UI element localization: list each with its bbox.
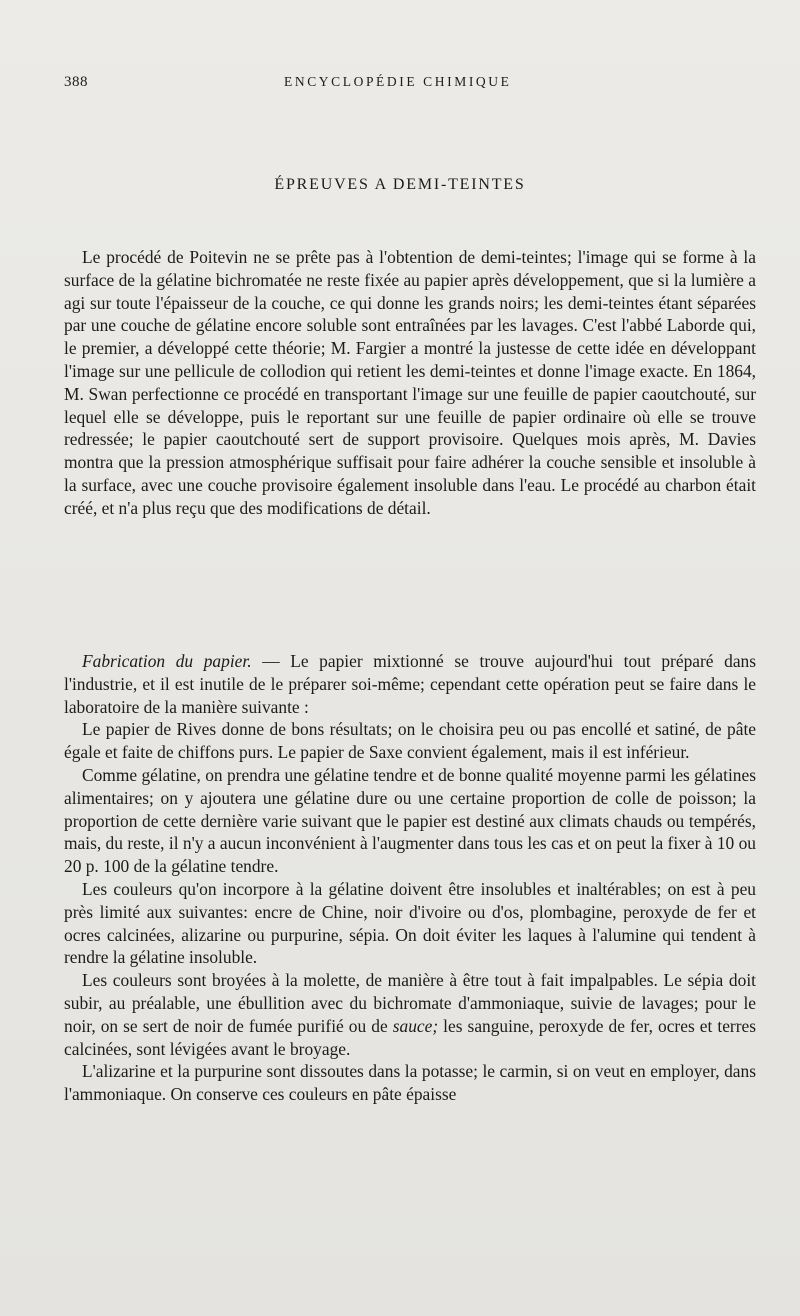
fabrication-lead-text: — Le papier mixtionné se trouve aujourd'hui tout préparé dans l'industrie, et il est inutile de le préparer soi-même; cependant cette opération peut se faire dans le laboratoire de la manière suivante : [64, 651, 756, 717]
paragraph-5-text-start: Les couleurs sont broyées à la molette, de manière à être tout à fait impalpables. Le sépia doit subir, au préalable, une ébullition avec du bichromate d'ammoniaque, suivie de lavages; pour le noir, on se sert de noir de fumée purifié ou de [64, 970, 756, 1036]
running-title: ENCYCLOPÉDIE CHIMIQUE [284, 74, 512, 89]
fabrication-paragraph-4: Les couleurs qu'on incorpore à la gélatine doivent être insolubles et inaltérables; on est à peu près limité aux suivantes: encre de Chine, noir d'ivoire ou d'os, plombagine, peroxyde de fer et ocres calcinées, alizarine ou purpurine, sépia. On doit éviter les laques à l'alumine qui tendent à rendre la gélatine insoluble. [64, 878, 756, 968]
fabrication-paragraph-2: Le papier de Rives donne de bons résultats; on le choisira peu ou pas encollé et satiné, de pâte égale et faite de chiffons purs. Le papier de Saxe convient également, mais il est inférieur. [64, 719, 756, 763]
fabrication-paragraph-3: Comme gélatine, on prendra une gélatine tendre et de bonne qualité moyenne parmi les gélatines alimentaires; on y ajoutera une gélatine dure ou une certaine proportion de colle de poisson; la proportion de cette dernière varie suivant que le papier est destiné aux climats chauds ou tempérés, mais, du reste, il n'y a aucun inconvénient à l'augmenter dans tous les cas et on peut la fixer à 10 ou 20 p. 100 de la gélatine tendre. [64, 764, 756, 877]
intro-paragraph: Le procédé de Poitevin ne se prête pas à l'obtention de demi-teintes; l'image qui se forme à la surface de la gélatine bichromatée ne reste fixée au papier après développement, que si la lumière a agi sur toute l'épaisseur de la couche, ce qui donne les grands noirs; les demi-teintes étant séparées par une couche de gélatine encore soluble sont entraînées par les lavages. C'est l'abbé Laborde qui, le premier, a développé cette théorie; M. Fargier a montré la justesse de cette idée en développant l'image sur une pellicule de collodion qui retient les demi-teintes et donne l'image exacte. En 1864, M. Swan perfectionne ce procédé en transportant l'image sur une feuille de papier caoutchouté, sur lequel elle se développe, puis le reportant sur une feuille de papier ordinaire où elle se trouve redressée; le papier caoutchouté sert de support provisoire. Quelques mois après, M. Davies montra que la pression atmosphérique suffisait pour faire adhérer la couche sensible et insoluble à la surface, avec une couche provisoire également insoluble dans l'eau. Le procédé au charbon était créé, et n'a plus reçu que des modifications de détail. [64, 247, 756, 518]
fabrication-run-in-title: Fabrication du papier. [82, 651, 252, 671]
fabrication-paragraph-6: L'alizarine et la purpurine sont dissoutes dans la potasse; le carmin, si on veut en employer, dans l'ammoniaque. On conserve ces couleurs en pâte épaisse [64, 1061, 756, 1105]
intro-text-block [64, 246, 756, 520]
section-title: ÉPREUVES A DEMI-TEINTES [274, 176, 526, 193]
page-number: 388 [64, 74, 88, 90]
fabrication-paragraph-5 [64, 969, 756, 1060]
fabrication-paragraph-1 [64, 650, 756, 718]
paragraph-5-text-end: les sanguine, peroxyde de fer, ocres et terres calcinées, sont lévigées avant le broyage. [64, 1015, 756, 1059]
fabrication-text-block [64, 650, 756, 1106]
page-header [64, 74, 754, 96]
paragraph-5-italic-term: sauce; [392, 1015, 439, 1036]
